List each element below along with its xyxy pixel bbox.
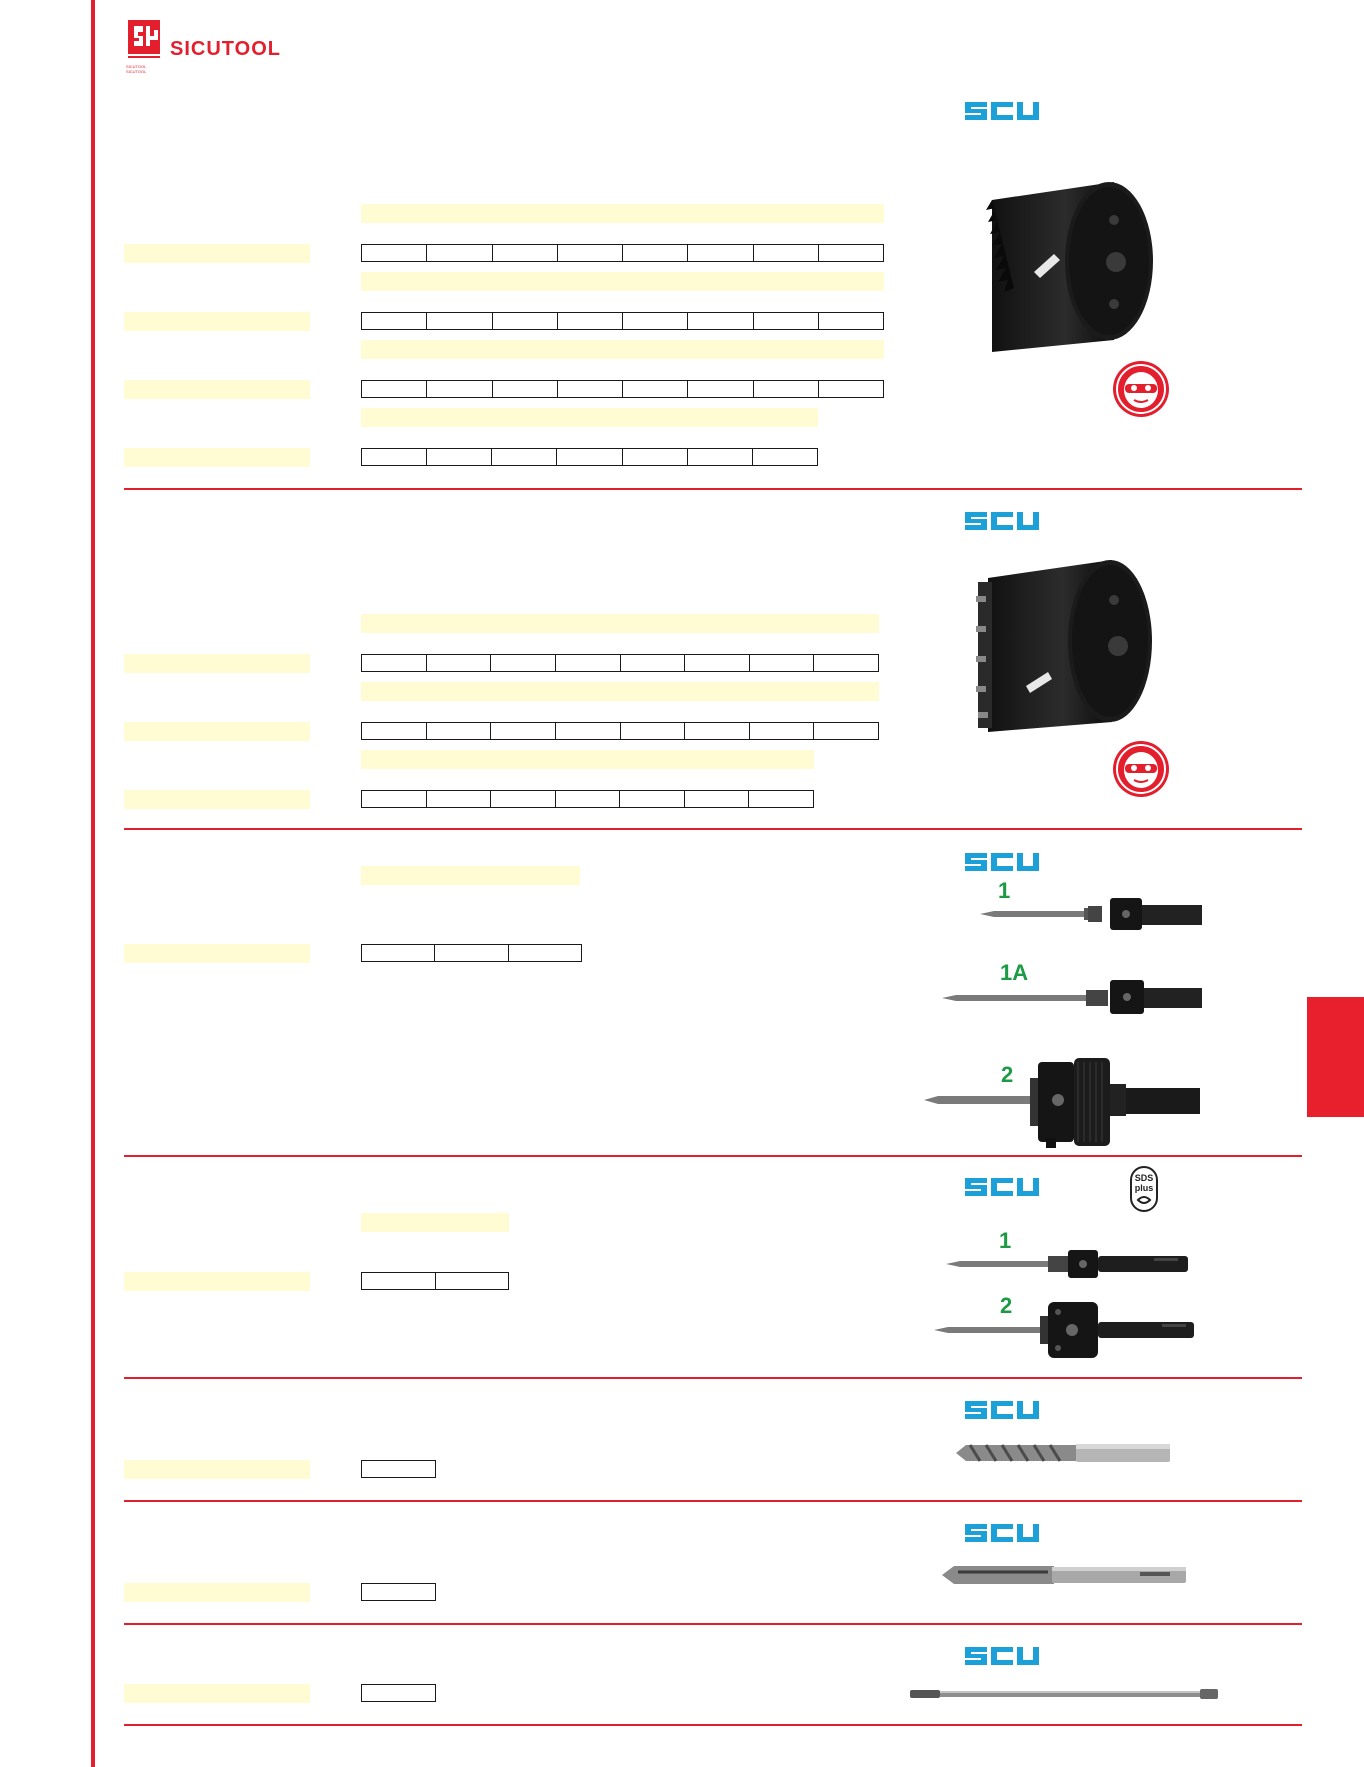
table-cell <box>490 654 556 672</box>
table-cell <box>684 790 750 808</box>
table-cell <box>813 654 879 672</box>
table-cell <box>492 244 558 262</box>
sds-label: SDS <box>1134 1173 1154 1183</box>
scu-brand-icon <box>963 1399 1043 1421</box>
table-cell <box>361 312 427 330</box>
logo-subtitle: SICUTOOL SICUTOOL <box>126 64 147 74</box>
section-divider <box>124 1377 1302 1379</box>
arbor-callout-1: 1 <box>998 878 1011 903</box>
table-cell <box>491 448 557 466</box>
table-cell <box>619 790 685 808</box>
table-cell <box>490 790 556 808</box>
table-cell <box>435 1272 510 1290</box>
table-cell <box>426 722 492 740</box>
table-cell <box>749 722 815 740</box>
row-label-strip <box>124 1583 310 1602</box>
size-table <box>361 654 878 672</box>
table-cell <box>752 448 818 466</box>
row-label-strip <box>124 1272 310 1291</box>
size-table <box>361 790 813 808</box>
sds-arbor-1-image <box>944 1246 1192 1280</box>
table-cell <box>361 1583 436 1601</box>
brand-name: SICUTOOL <box>170 38 281 60</box>
table-cell <box>557 312 623 330</box>
table-cell <box>361 1460 436 1478</box>
safety-goggles-icon <box>1112 740 1170 798</box>
extension-rod-image <box>910 1688 1220 1700</box>
table-cell <box>622 448 688 466</box>
section-divider <box>124 488 1302 490</box>
table-cell <box>813 722 879 740</box>
table-cell <box>426 380 492 398</box>
table-cell <box>555 790 621 808</box>
table-cell <box>361 944 435 962</box>
hex-arbor-1-image <box>978 894 1204 934</box>
table-cell <box>620 722 686 740</box>
row-label-strip <box>124 1460 310 1479</box>
sds-callout-1: 1 <box>999 1228 1012 1253</box>
scu-brand-icon <box>963 1522 1043 1544</box>
table-cell <box>748 790 814 808</box>
table-cell <box>620 654 686 672</box>
sds-arbor-2-image <box>932 1296 1196 1364</box>
sicutool-logo-icon <box>128 20 160 64</box>
table-cell <box>684 722 750 740</box>
size-table <box>361 244 883 262</box>
size-table <box>361 380 883 398</box>
table-cell <box>426 654 492 672</box>
carbide-pilot-drill-image <box>940 1562 1188 1588</box>
carbide-hole-saw-image <box>964 556 1164 738</box>
table-cell <box>361 790 427 808</box>
hex-arbor-1a-image <box>940 976 1204 1018</box>
table-header-strip <box>361 866 580 885</box>
table-header-strip <box>361 272 884 291</box>
row-label-strip <box>124 380 310 399</box>
size-table <box>361 1684 435 1702</box>
table-cell <box>684 654 750 672</box>
table-cell <box>361 448 427 466</box>
scu-brand-icon <box>963 1176 1043 1198</box>
table-cell <box>508 944 582 962</box>
table-cell <box>749 654 815 672</box>
row-label-strip <box>124 722 310 741</box>
table-cell <box>622 312 688 330</box>
section-divider <box>124 1724 1302 1726</box>
table-cell <box>687 312 753 330</box>
size-table <box>361 1460 435 1478</box>
scu-brand-icon <box>963 851 1043 873</box>
scu-brand-icon <box>963 100 1043 122</box>
size-table <box>361 448 817 466</box>
table-header-strip <box>361 204 884 223</box>
arbor-callout-1a: 1A <box>1000 960 1029 985</box>
table-cell <box>492 380 558 398</box>
table-cell <box>490 722 556 740</box>
table-cell <box>622 380 688 398</box>
table-cell <box>555 654 621 672</box>
table-header-strip <box>361 682 879 701</box>
section-divider <box>124 1623 1302 1625</box>
plus-label: plus <box>1134 1183 1154 1193</box>
table-cell <box>361 244 427 262</box>
sds-callout-2: 2 <box>1000 1293 1013 1318</box>
size-table <box>361 944 581 962</box>
left-accent-bar <box>91 0 95 1767</box>
size-table <box>361 1583 435 1601</box>
table-cell <box>426 244 492 262</box>
size-table <box>361 312 883 330</box>
section-divider <box>124 1500 1302 1502</box>
table-cell <box>361 1684 436 1702</box>
table-cell <box>818 380 884 398</box>
row-label-strip <box>124 654 310 673</box>
table-cell <box>361 722 427 740</box>
table-cell <box>555 722 621 740</box>
hex-arbor-2-image <box>922 1054 1204 1150</box>
table-cell <box>753 380 819 398</box>
table-cell <box>818 244 884 262</box>
section-divider <box>124 828 1302 830</box>
table-cell <box>556 448 622 466</box>
table-cell <box>753 244 819 262</box>
table-cell <box>818 312 884 330</box>
scu-brand-icon <box>963 510 1043 532</box>
row-label-strip <box>124 448 310 467</box>
table-cell <box>687 380 753 398</box>
table-header-strip <box>361 1213 509 1232</box>
chapter-tab[interactable] <box>1307 997 1364 1117</box>
table-cell <box>687 448 753 466</box>
table-cell <box>622 244 688 262</box>
table-cell <box>361 654 427 672</box>
bimetal-hole-saw-image <box>964 172 1164 362</box>
table-cell <box>426 790 492 808</box>
row-label-strip <box>124 790 310 809</box>
table-cell <box>434 944 508 962</box>
size-table <box>361 722 878 740</box>
table-cell <box>426 448 492 466</box>
table-header-strip <box>361 614 879 633</box>
table-cell <box>753 312 819 330</box>
row-label-strip <box>124 312 310 331</box>
table-cell <box>426 312 492 330</box>
row-label-strip <box>124 1684 310 1703</box>
table-cell <box>492 312 558 330</box>
table-cell <box>361 380 427 398</box>
arbor-callout-2: 2 <box>1001 1062 1014 1087</box>
table-header-strip <box>361 408 818 427</box>
table-cell <box>687 244 753 262</box>
table-cell <box>557 380 623 398</box>
scu-brand-icon <box>963 1645 1043 1667</box>
size-table <box>361 1272 508 1290</box>
row-label-strip <box>124 944 310 963</box>
sds-plus-icon <box>1130 1166 1158 1212</box>
safety-goggles-icon <box>1112 360 1170 418</box>
table-cell <box>361 1272 436 1290</box>
pilot-drill-image <box>954 1440 1172 1466</box>
table-cell <box>557 244 623 262</box>
row-label-strip <box>124 244 310 263</box>
table-header-strip <box>361 750 814 769</box>
section-divider <box>124 1155 1302 1157</box>
table-header-strip <box>361 340 884 359</box>
